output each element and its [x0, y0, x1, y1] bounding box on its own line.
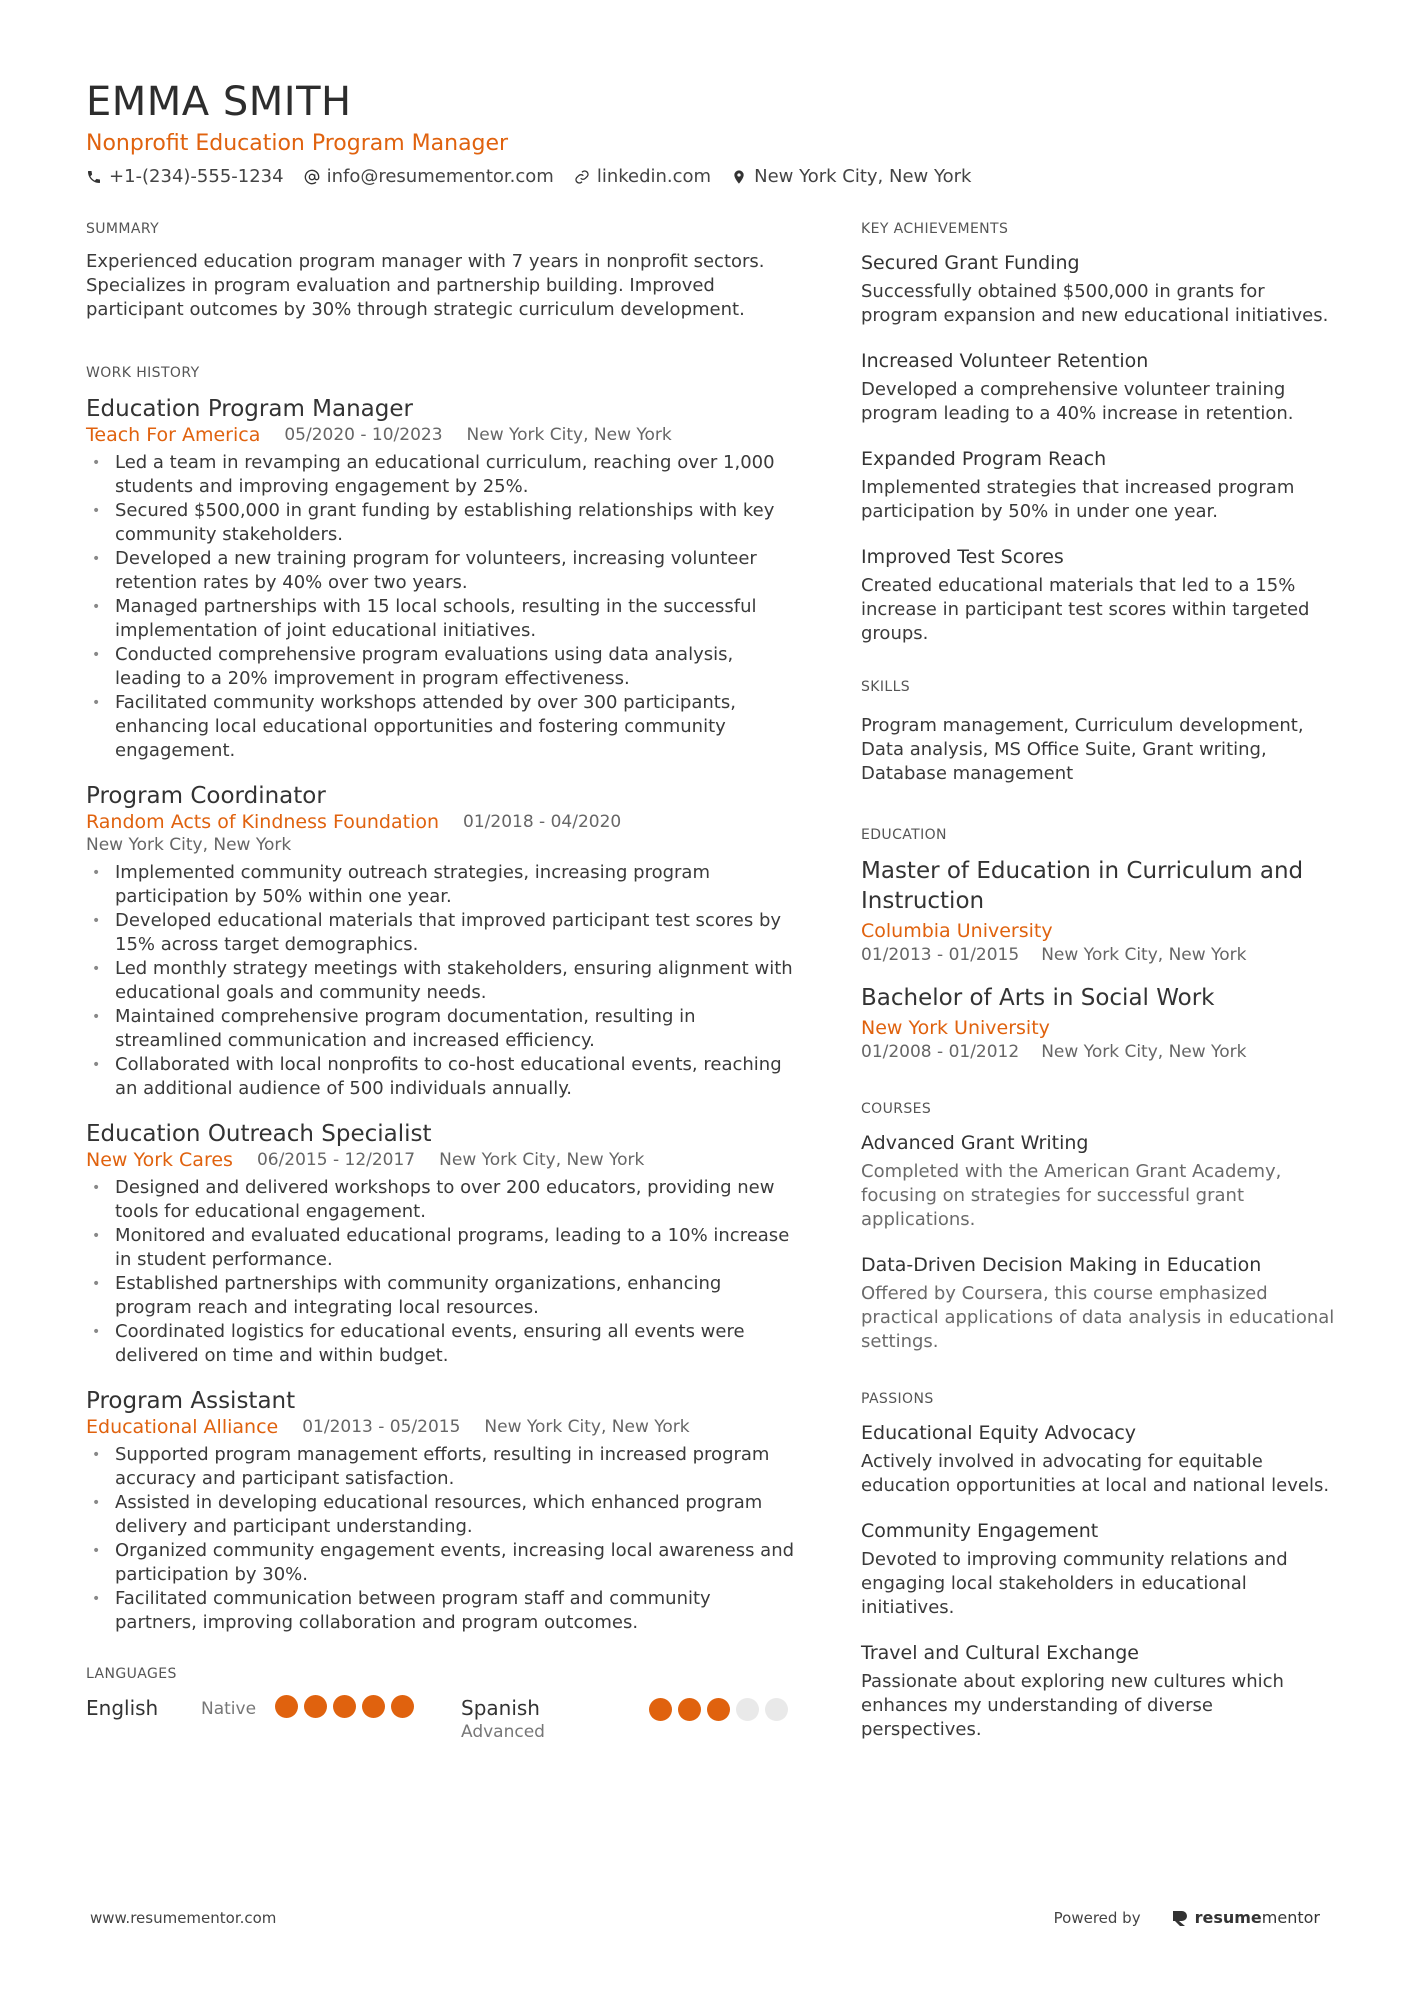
rating-dot-filled	[678, 1698, 701, 1721]
job-bullets	[86, 1176, 796, 1368]
candidate-name: EMMA SMITH	[86, 79, 352, 125]
rating-dot-filled	[304, 1695, 327, 1718]
job-bullet: • Managed partnerships with 15 local schools, resulting in the successful implementation of joint educational initiatives.	[86, 595, 796, 643]
powered-by-text: Powered by	[1053, 1908, 1141, 1927]
job-bullet: • Facilitated community workshops attended by over 300 participants, enhancing local educational opportunities and fostering community engagement.	[86, 691, 796, 763]
course-desc: Completed with the American Grant Academy, focusing on strategies for successful grant applications.	[861, 1161, 1282, 1230]
course-title: Data-Driven Decision Making in Education	[861, 1254, 1262, 1276]
candidate-title: Nonprofit Education Program Manager	[86, 131, 509, 156]
job-dates: 05/2020 - 10/2023	[284, 425, 443, 445]
resumementor-logo-icon	[1171, 1909, 1189, 1927]
summary-section	[86, 220, 796, 322]
rating-dot-filled	[275, 1695, 298, 1718]
achievements-heading: KEY ACHIEVEMENTS	[861, 221, 1009, 237]
job-bullet: • Monitored and evaluated educational programs, leading to a 10% increase in student performance.	[86, 1224, 796, 1272]
contact-phone	[86, 164, 284, 190]
language-name: Spanish	[461, 1696, 540, 1720]
job-entry	[86, 1119, 796, 1368]
at-icon	[304, 169, 320, 185]
passion-item	[861, 1640, 1336, 1742]
education-meta	[861, 944, 1336, 967]
job-org: Educational Alliance	[86, 1416, 279, 1438]
language-level: Native	[201, 1699, 257, 1719]
languages-heading: LANGUAGES	[86, 1666, 177, 1682]
location-pin-icon	[731, 169, 747, 185]
passions-section	[861, 1390, 1336, 1742]
job-title: Program Assistant	[86, 1388, 296, 1414]
job-location: New York City, New York	[466, 425, 672, 445]
job-bullet: • Developed a new training program for volunteers, increasing volunteer retention rates by 40% over two years.	[86, 547, 796, 595]
achievement-item	[861, 348, 1336, 426]
job-dates: 06/2015 - 12/2017	[256, 1150, 416, 1170]
phone-text: +1-(234)-555-1234	[109, 166, 284, 187]
course-item	[861, 1130, 1336, 1232]
achievement-title: Increased Volunteer Retention	[861, 350, 1149, 372]
summary-heading: SUMMARY	[86, 221, 160, 237]
job-bullet: • Developed educational materials that improved participant test scores by 15% across target demographics.	[86, 909, 796, 957]
summary-text: Experienced education program manager with 7 years in nonprofit sectors. Specializes in program evaluation and partnership building. Improved participant outcomes by 30% through strategic curriculum development.	[86, 251, 765, 320]
courses-section	[861, 1100, 1336, 1354]
language-name: English	[86, 1696, 159, 1720]
job-bullet: • Conducted comprehensive program evaluations using data analysis, leading to a 20% improvement in program effectiveness.	[86, 643, 796, 691]
job-bullet: • Secured $500,000 in grant funding by establishing relationships with key community stakeholders.	[86, 499, 796, 547]
course-item	[861, 1252, 1336, 1354]
rating-dot-filled	[649, 1698, 672, 1721]
education-degree: Bachelor of Arts in Social Work	[861, 985, 1215, 1011]
job-bullet: • Assisted in developing educational resources, which enhanced program delivery and participant understanding.	[86, 1491, 796, 1539]
language-entry	[86, 1695, 461, 1721]
education-location: New York City, New York	[1041, 945, 1247, 965]
rating-dot-empty	[765, 1698, 788, 1721]
language-rating	[649, 1698, 788, 1721]
phone-icon	[86, 169, 102, 185]
language-entry	[461, 1695, 796, 1743]
language-rating	[275, 1695, 414, 1718]
passion-title: Travel and Cultural Exchange	[861, 1642, 1139, 1664]
job-title: Education Outreach Specialist	[86, 1121, 432, 1147]
job-bullets	[86, 861, 796, 1101]
job-bullet: • Collaborated with local nonprofits to co-host educational events, reaching an additional audience of 500 individuals annually.	[86, 1053, 796, 1101]
job-bullet: • Coordinated logistics for educational events, ensuring all events were delivered on time and within budget.	[86, 1320, 796, 1368]
course-desc: Offered by Coursera, this course emphasized practical applications of data analysis in educational settings.	[861, 1283, 1335, 1352]
passion-desc: Passionate about exploring new cultures which enhances my understanding of diverse perspectives.	[861, 1671, 1284, 1740]
education-dates: 01/2008 - 01/2012	[861, 1042, 1020, 1062]
contact-email[interactable]	[304, 164, 554, 190]
right-column	[861, 220, 1336, 1785]
job-bullet: • Designed and delivered workshops to over 200 educators, providing new tools for educational engagement.	[86, 1176, 796, 1224]
rating-dot-filled	[707, 1698, 730, 1721]
job-dates: 01/2013 - 05/2015	[302, 1417, 461, 1437]
education-location: New York City, New York	[1041, 1042, 1247, 1062]
rating-dot-filled	[333, 1695, 356, 1718]
job-entry	[86, 1386, 796, 1635]
job-location: New York City, New York	[439, 1150, 645, 1170]
job-bullet: • Maintained comprehensive program documentation, resulting in streamlined communication and increased efficiency.	[86, 1005, 796, 1053]
job-title: Education Program Manager	[86, 396, 413, 422]
education-heading: EDUCATION	[861, 827, 947, 843]
job-meta	[86, 834, 796, 857]
brand-rest: mentor	[1261, 1908, 1320, 1927]
job-location: New York City, New York	[86, 835, 292, 855]
languages-section	[86, 1665, 796, 1743]
achievement-title: Secured Grant Funding	[861, 252, 1080, 274]
skills-section	[861, 678, 1336, 786]
achievement-item	[861, 250, 1336, 328]
left-column	[86, 220, 796, 1785]
skills-text: Program management, Curriculum development, Data analysis, MS Office Suite, Grant writing, Database management	[861, 715, 1304, 784]
achievement-desc: Successfully obtained $500,000 in grants for program expansion and new educational initiatives.	[861, 281, 1329, 326]
passion-title: Community Engagement	[861, 1520, 1099, 1542]
brand-logo[interactable]	[1171, 1908, 1320, 1927]
work-history-section	[86, 364, 796, 1635]
passion-item	[861, 1518, 1336, 1620]
achievement-item	[861, 446, 1336, 524]
rating-dot-filled	[391, 1695, 414, 1718]
course-title: Advanced Grant Writing	[861, 1132, 1089, 1154]
rating-dot-filled	[362, 1695, 385, 1718]
contact-bar	[86, 164, 1336, 190]
achievement-desc: Created educational materials that led to a 15% increase in participant test scores within targeted groups.	[861, 575, 1310, 644]
job-bullet: • Facilitated communication between program staff and community partners, improving collaboration and program outcomes.	[86, 1587, 796, 1635]
page-footer	[90, 1908, 1320, 1927]
passion-desc: Devoted to improving community relations and engaging local stakeholders in educational initiatives.	[861, 1549, 1288, 1618]
job-org: New York Cares	[86, 1149, 233, 1171]
job-meta	[86, 811, 796, 834]
achievement-title: Expanded Program Reach	[861, 448, 1107, 470]
job-bullets	[86, 451, 796, 763]
education-meta	[861, 1041, 1336, 1064]
achievement-desc: Developed a comprehensive volunteer training program leading to a 40% increase in retention.	[861, 379, 1294, 424]
job-bullet: • Implemented community outreach strategies, increasing program participation by 50% within one year.	[86, 861, 796, 909]
job-org: Teach For America	[86, 424, 261, 446]
education-school: Columbia University	[861, 920, 1053, 942]
footer-brand	[1054, 1908, 1320, 1927]
footer-website[interactable]: www.resumementor.com	[90, 1908, 277, 1927]
brand-bold: resume	[1194, 1908, 1262, 1927]
passion-item	[861, 1420, 1336, 1498]
job-org: Random Acts of Kindness Foundation	[86, 811, 440, 833]
education-degree: Master of Education in Curriculum and Instruction	[861, 858, 1304, 914]
job-dates: 01/2018 - 04/2020	[463, 812, 622, 832]
email-text: info@resumementor.com	[326, 166, 554, 187]
education-item	[861, 856, 1336, 967]
passion-title: Educational Equity Advocacy	[861, 1422, 1137, 1444]
achievements-section	[861, 220, 1336, 646]
job-bullets	[86, 1443, 796, 1635]
contact-location	[731, 164, 971, 190]
job-meta	[86, 424, 796, 447]
contact-linkedin[interactable]	[574, 164, 711, 190]
job-entry	[86, 394, 796, 763]
job-bullet: • Supported program management efforts, resulting in increased program accuracy and participant satisfaction.	[86, 1443, 796, 1491]
job-bullet: • Led a team in revamping an educational curriculum, reaching over 1,000 students and improving engagement by 25%.	[86, 451, 796, 499]
education-item	[861, 983, 1336, 1064]
passions-heading: PASSIONS	[861, 1391, 934, 1407]
job-bullet: • Organized community engagement events, increasing local awareness and participation by 30%.	[86, 1539, 796, 1587]
rating-dot-empty	[736, 1698, 759, 1721]
courses-heading: COURSES	[861, 1101, 932, 1117]
job-entry	[86, 781, 796, 1101]
skills-heading: SKILLS	[861, 679, 911, 695]
linkedin-text: linkedin.com	[596, 166, 712, 187]
job-meta	[86, 1149, 796, 1172]
work-history-heading: WORK HISTORY	[86, 365, 200, 381]
passion-desc: Actively involved in advocating for equitable education opportunities at local and national levels.	[861, 1451, 1330, 1496]
link-icon	[574, 169, 590, 185]
achievement-item	[861, 544, 1336, 646]
achievement-title: Improved Test Scores	[861, 546, 1064, 568]
job-meta	[86, 1416, 796, 1439]
education-school: New York University	[861, 1017, 1050, 1039]
resume-page	[86, 78, 1336, 1785]
education-dates: 01/2013 - 01/2015	[861, 945, 1020, 965]
achievement-desc: Implemented strategies that increased program participation by 50% in under one year.	[861, 477, 1295, 522]
job-bullet: • Led monthly strategy meetings with stakeholders, ensuring alignment with educational goals and community needs.	[86, 957, 796, 1005]
location-text: New York City, New York	[754, 166, 972, 187]
education-section	[861, 826, 1336, 1064]
job-bullet: • Established partnerships with community organizations, enhancing program reach and integrating local resources.	[86, 1272, 796, 1320]
job-title: Program Coordinator	[86, 783, 326, 809]
language-level: Advanced	[461, 1722, 545, 1742]
job-location: New York City, New York	[484, 1417, 690, 1437]
